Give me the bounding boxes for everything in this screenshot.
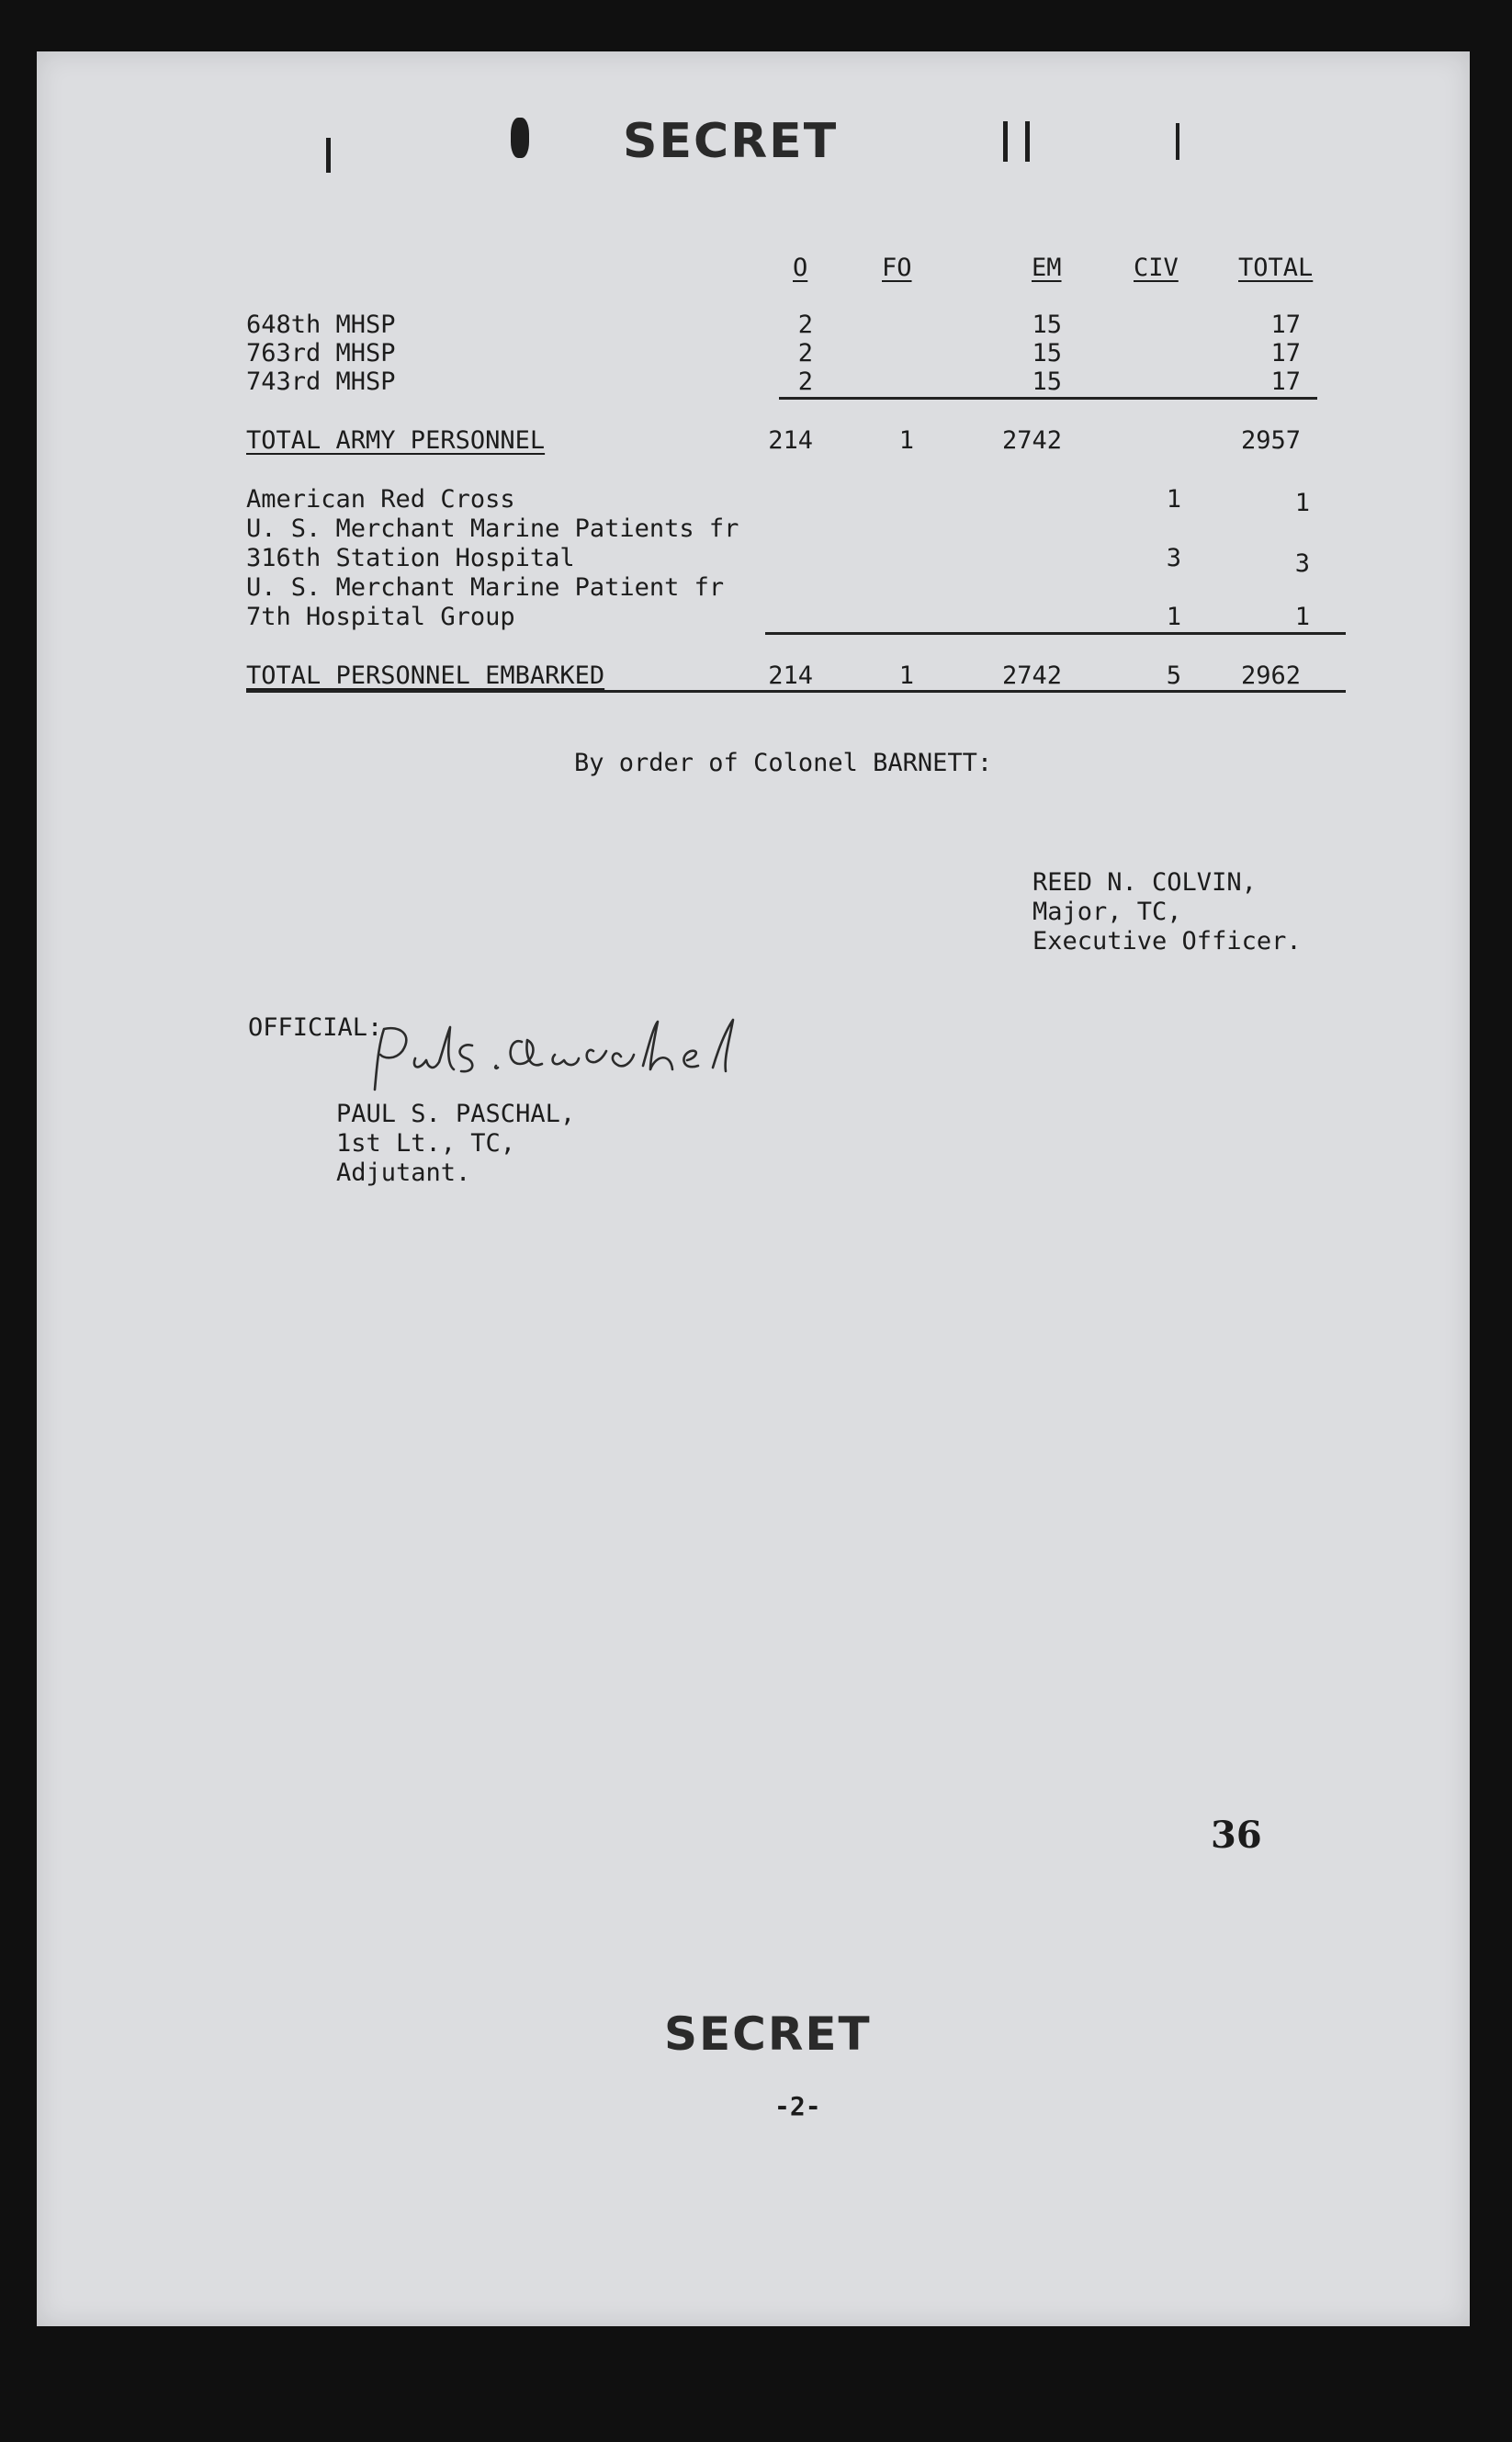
total-embarked-total: 2962 (1240, 661, 1301, 690)
civilian-line: U. S. Merchant Marine Patient fr (246, 573, 725, 602)
page-number: -2- (774, 2091, 821, 2121)
punch-mark-right2 (1025, 121, 1030, 162)
executive-rank: Major, TC, (1032, 898, 1182, 926)
official-rank: 1st Lt., TC, (336, 1129, 516, 1158)
row-label: 743rd MHSP (246, 367, 396, 396)
total-embarked-fo: 1 (898, 661, 914, 690)
punch-mark-right (1003, 121, 1008, 162)
civilian-rule (765, 632, 1346, 635)
row-em: 15 (1032, 339, 1062, 367)
civilian-civ: 1 (1166, 603, 1181, 631)
executive-title: Executive Officer. (1032, 927, 1302, 955)
handwritten-signature (358, 1018, 799, 1101)
row-o: 2 (797, 339, 813, 367)
total-army-total: 2957 (1240, 426, 1301, 455)
civilian-line: 7th Hospital Group (246, 603, 515, 631)
row-label: 763rd MHSP (246, 339, 396, 367)
civilian-total: 1 (1294, 489, 1310, 517)
row-label: 648th MHSP (246, 311, 396, 339)
official-name: PAUL S. PASCHAL, (336, 1100, 576, 1128)
order-line: By order of Colonel BARNETT: (574, 749, 993, 777)
col-header-total: TOTAL (1238, 254, 1314, 282)
col-header-civ: CIV (1134, 254, 1179, 282)
folio-number: 36 (1211, 1814, 1262, 1857)
row-em: 15 (1032, 311, 1062, 339)
official-title: Adjutant. (336, 1159, 471, 1187)
row-total: 17 (1270, 311, 1301, 339)
subtotal-rule (779, 397, 1317, 400)
civilian-total: 3 (1294, 549, 1310, 578)
punch-mark-left (326, 138, 331, 173)
official-label: OFFICIAL: (248, 1013, 383, 1042)
total-army-o: 214 (768, 426, 813, 455)
total-army-label: TOTAL ARMY PERSONNEL (246, 426, 546, 455)
punch-mark-far (1176, 123, 1179, 160)
total-embarked-civ: 5 (1166, 661, 1181, 690)
civilian-civ: 3 (1166, 544, 1181, 572)
total-embarked-label: TOTAL PERSONNEL EMBARKED (246, 661, 605, 690)
punch-mark-center (511, 118, 529, 158)
row-o: 2 (797, 367, 813, 396)
row-em: 15 (1032, 367, 1062, 396)
row-total: 17 (1270, 367, 1301, 396)
civilian-line: American Red Cross (246, 485, 515, 514)
civilian-total: 1 (1294, 603, 1310, 631)
civilian-line: U. S. Merchant Marine Patients fr (246, 514, 739, 543)
civilian-line: 316th Station Hospital (246, 544, 575, 572)
total-rule (246, 690, 1346, 693)
col-header-fo: FO (882, 254, 912, 282)
row-total: 17 (1270, 339, 1301, 367)
classification-header: SECRET (623, 114, 839, 169)
col-header-em: EM (1032, 254, 1062, 282)
civilian-civ: 1 (1166, 485, 1181, 514)
total-army-em: 2742 (1001, 426, 1062, 455)
total-embarked-o: 214 (768, 661, 813, 690)
total-embarked-em: 2742 (1001, 661, 1062, 690)
total-army-fo: 1 (898, 426, 914, 455)
row-o: 2 (797, 311, 813, 339)
col-header-o: O (793, 254, 808, 282)
executive-name: REED N. COLVIN, (1032, 868, 1257, 897)
classification-footer: SECRET (664, 2007, 872, 2061)
